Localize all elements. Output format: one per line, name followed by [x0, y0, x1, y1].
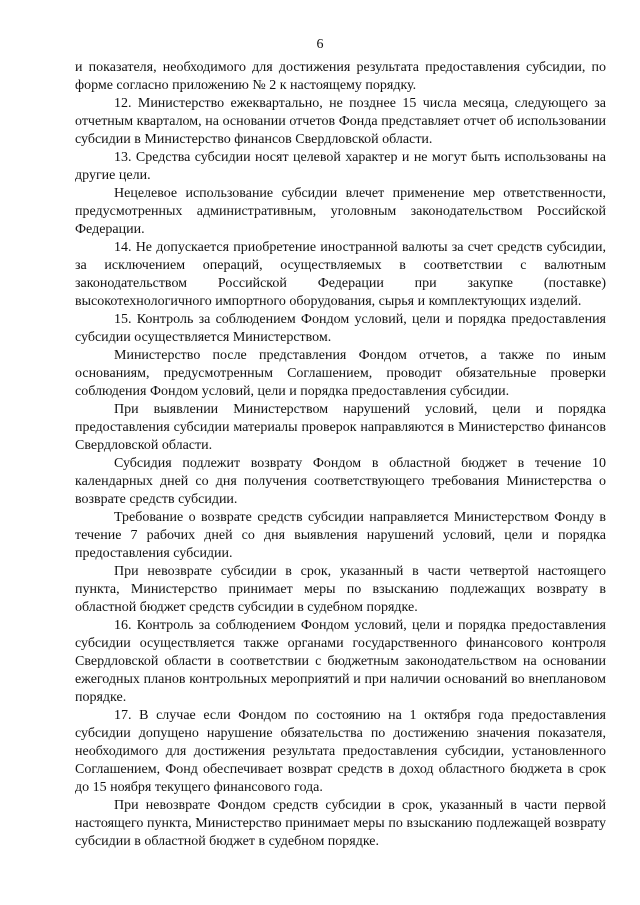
paragraph-continuation: и показателя, необходимого для достижения результата предоставления субсидии, по форме согласно приложению № 2 к настоящему порядку.: [75, 60, 606, 93]
paragraph-item-13: 13. Средства субсидии носят целевой характер и не могут быть использованы на другие цели.: [75, 150, 606, 183]
paragraph-misuse-liability: Нецелевое использование субсидии влечет применение мер ответственности, предусмотренных административным, уголовным законодательством Российской Федерации.: [75, 186, 606, 237]
paragraph-ministry-inspections: Министерство после представления Фондом отчетов, а также по иным основаниям, предусмотренным Соглашением, проводит обязательные проверки соблюдения Фондом условий, цели и порядка предоставления субсидии.: [75, 348, 606, 399]
document-body: [75, 59, 606, 851]
paragraph-final-recovery: При невозврате Фондом средств субсидии в срок, указанный в части первой настоящего пункта, Министерство принимает меры по взысканию подлежащей возврату субсидии в областной бюджет в судебном порядке.: [75, 798, 606, 849]
paragraph-item-14: 14. Не допускается приобретение иностранной валюты за счет средств субсидии, за исключением операций, осуществляемых в соответствии с валютным законодательством Российской Федерации при закупке (поставке) высокотехнологичного импортного оборудования, сырья и комплектующих изделий.: [75, 240, 606, 309]
paragraph-violations-referral: При выявлении Министерством нарушений условий, цели и порядка предоставления субсидии материалы проверок направляются в Министерство финансов Свердловской области.: [75, 402, 606, 453]
paragraph-subsidy-return: Субсидия подлежит возврату Фондом в областной бюджет в течение 10 календарных дней со дня получения соответствующего требования Министерства о возврате средств субсидии.: [75, 456, 606, 507]
page-number: 6: [316, 37, 324, 52]
paragraph-item-17: 17. В случае если Фондом по состоянию на 1 октября года предоставления субсидии допущено нарушение обязательства по достижению значения показателя, необходимого для достижения результата предоставления субсидии, установленного Соглашением, Фонд обеспечивает возврат средств в доход областного бюджета в срок до 15 ноября текущего финансового года.: [75, 708, 606, 795]
paragraph-non-return-court: При невозврате субсидии в срок, указанный в части четвертой настоящего пункта, Министерство принимает меры по взысканию подлежащих возврату в областной бюджет средств субсидии в судебном порядке.: [75, 564, 606, 615]
paragraph-item-15: 15. Контроль за соблюдением Фондом условий, цели и порядка предоставления субсидии осуществляется Министерством.: [75, 312, 606, 345]
paragraph-item-12: 12. Министерство ежеквартально, не позднее 15 числа месяца, следующего за отчетным кварталом, на основании отчетов Фонда представляет отчет об использовании субсидии в Министерство финансов Свердловской области.: [75, 96, 606, 147]
paragraph-item-16: 16. Контроль за соблюдением Фондом условий, цели и порядка предоставления субсидии осуществляется также органами государственного финансового контроля Свердловской области в соответствии с бюджетным законодательством на основании ежегодных планов контрольных мероприятий и при наличии оснований во внеплановом порядке.: [75, 618, 606, 705]
paragraph-return-demand: Требование о возврате средств субсидии направляется Министерством Фонду в течение 7 рабочих дней со дня выявления нарушений условий, цели и порядка предоставления субсидии.: [75, 510, 606, 561]
